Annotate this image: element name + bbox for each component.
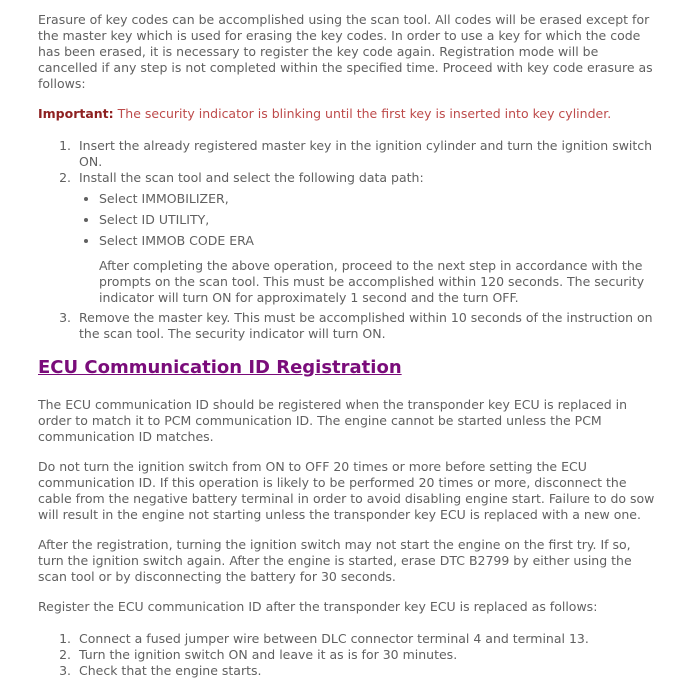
list-item bbox=[75, 663, 657, 679]
step-text: Turn the ignition switch ON and leave it as is for 30 minutes. bbox=[79, 647, 458, 662]
step-text: Connect a fused jumper wire between DLC connector terminal 4 and terminal 13. bbox=[79, 631, 589, 646]
step-text: Check that the engine starts. bbox=[79, 663, 262, 678]
list-item bbox=[75, 647, 657, 663]
step-text: Remove the master key. This must be accomplished within 10 seconds of the instruction on the scan tool. The security indicator will turn ON. bbox=[79, 310, 653, 341]
list-item bbox=[99, 191, 657, 207]
important-note bbox=[38, 106, 657, 122]
list-item bbox=[75, 631, 657, 647]
section-heading-link[interactable]: ECU Communication ID Registration bbox=[38, 357, 402, 378]
step-note: After completing the above operation, proceed to the next step in accordance with the prompts on the scan tool. This must be accomplished within 120 seconds. The security indicator will turn ON for approximately 1 second and the turn OFF. bbox=[99, 258, 645, 305]
ecu-paragraph: After the registration, turning the ignition switch may not start the engine on the first try. If so, turn the ignition switch again. After the engine is started, erase DTC B2799 by either using the scan tool or by disconnecting the battery for 30 seconds. bbox=[38, 537, 632, 584]
bullet-text: Select IMMOBILIZER, bbox=[99, 191, 229, 206]
intro-paragraph: Erasure of key codes can be accomplished using the scan tool. All codes will be erased except for the master key which is used for erasing the key codes. In order to use a key for which the code has been erased, it is necessary to register the key code again. Registration mode will be cancelled if any step is not completed within the specified time. Proceed with key code erasure as follows: bbox=[38, 12, 653, 91]
step-text: Insert the already registered master key in the ignition cylinder and turn the ignition switch ON. bbox=[79, 138, 653, 169]
important-label: Important: bbox=[38, 106, 114, 121]
ecu-registration-steps bbox=[38, 631, 657, 679]
scan-tool-menu-list bbox=[79, 191, 657, 249]
list-item bbox=[75, 138, 657, 170]
bullet-text: Select IMMOB CODE ERA bbox=[99, 233, 254, 248]
list-item bbox=[75, 310, 657, 342]
list-item bbox=[99, 233, 657, 249]
important-text: The security indicator is blinking until the first key is inserted into key cylinder. bbox=[117, 106, 612, 121]
key-code-erasure-steps bbox=[38, 138, 657, 342]
step-text: Install the scan tool and select the following data path: bbox=[79, 170, 424, 185]
list-item bbox=[75, 170, 657, 306]
ecu-paragraph: Register the ECU communication ID after the transponder key ECU is replaced as follows: bbox=[38, 599, 598, 614]
list-item bbox=[99, 212, 657, 228]
ecu-paragraph: Do not turn the ignition switch from ON to OFF 20 times or more before setting the ECU communication ID. If this operation is likely to be performed 20 times or more, disconnect the cable from the negative battery terminal in order to avoid disabling engine start. Failure to do sow will result in the engine not starting unless the transponder key ECU is replaced with a new one. bbox=[38, 459, 655, 522]
ecu-paragraph: The ECU communication ID should be registered when the transponder key ECU is replaced in order to match it to PCM communication ID. The engine cannot be started unless the PCM communication ID matches. bbox=[38, 397, 628, 444]
bullet-text: Select ID UTILITY, bbox=[99, 212, 210, 227]
